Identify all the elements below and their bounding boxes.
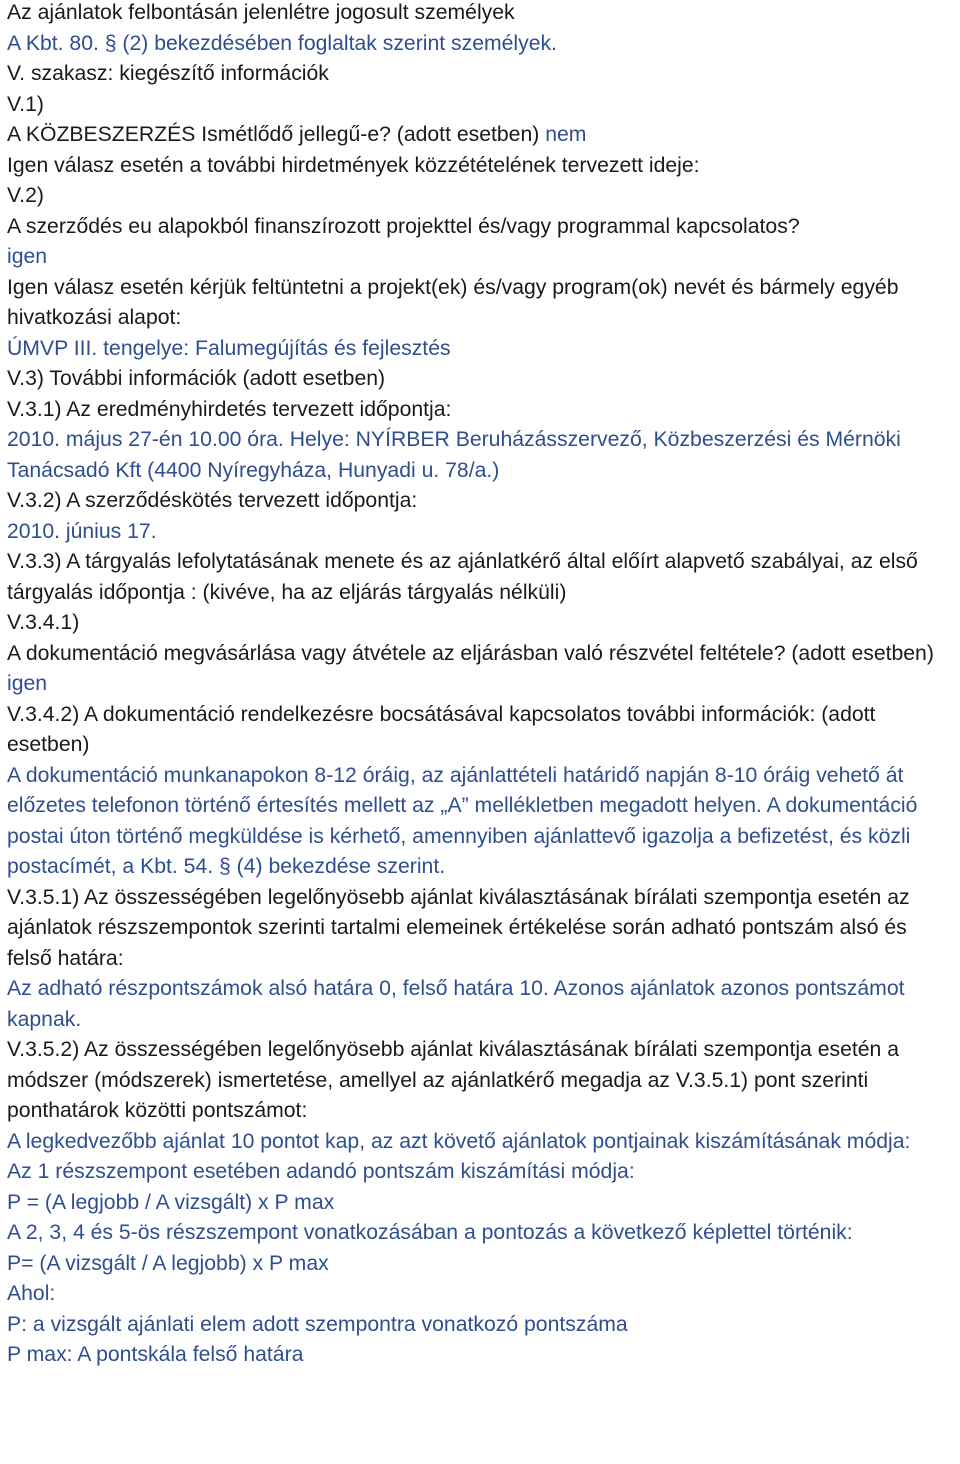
text-line	[7, 974, 955, 1035]
text-line	[7, 1340, 955, 1371]
document-body	[7, 0, 955, 1371]
field-label: Igen válasz esetén kérjük feltüntetni a projekt(ek) és/vagy program(ok) nevét és bármely egyéb hivatkozási alapot:	[7, 275, 899, 329]
field-label: V.3.5.2) Az összességében legelőnyösebb ajánlat kiválasztásának bírálati szempontja esetén a módszer (módszerek) ismertetése, amellyel az ajánlatkérő megadja az V.3.5.1) pont szerinti ponthatárok közötti pontszámot:	[7, 1038, 900, 1122]
text-line	[7, 90, 955, 121]
field-label: Az ajánlatok felbontásán jelenlétre jogosult személyek	[7, 1, 515, 24]
field-label: V.1)	[7, 92, 44, 116]
text-line	[7, 1218, 955, 1249]
field-value: P= (A vizsgált / A legjobb) x P max	[7, 1251, 329, 1275]
field-value: Az adható részpontszámok alsó határa 0, felső határa 10. Azonos ajánlatok azonos pontszámot kapnak.	[7, 977, 905, 1031]
text-line	[7, 334, 955, 365]
text-line	[7, 547, 955, 608]
field-label: A szerződés eu alapokból finanszírozott projekttel és/vagy programmal kapcsolatos?	[7, 214, 800, 238]
field-value: 2010. május 27-én 10.00 óra. Helye: NYÍRBER Beruházásszervező, Közbeszerzési és Mérnöki Tanácsadó Kft (4400 Nyíregyháza, Hunyadi u. 78/a.)	[7, 428, 901, 482]
text-line	[7, 59, 955, 90]
field-label: V.3.2) A szerződéskötés tervezett időpontja:	[7, 489, 418, 512]
field-value: A Kbt. 80. § (2) bekezdésében foglaltak szerint személyek.	[7, 31, 557, 55]
text-line	[7, 29, 955, 60]
text-line	[7, 151, 955, 182]
text-line	[7, 395, 955, 426]
field-label: V.3.1) Az eredményhirdetés tervezett időpontja:	[7, 397, 452, 421]
text-line	[7, 1249, 955, 1280]
text-line	[7, 364, 955, 395]
text-line	[7, 242, 955, 273]
field-value: 2010. június 17.	[7, 519, 157, 543]
field-value: A dokumentáció munkanapokon 8-12 óráig, az ajánlattételi határidő napján 8-10 óráig vehető át előzetes telefonon történő értesítés mellett az „A” mellékletben megadott helyen. A dokumentáció postai úton történő megküldése is kérhető, amennyiben ajánlattevő igazolja a befizetést, és közli postacímét, a Kbt. 54. § (4) bekezdése szerint.	[7, 763, 918, 878]
text-line	[7, 1127, 955, 1158]
text-line	[7, 1188, 955, 1219]
text-line	[7, 212, 955, 243]
text-line	[7, 425, 955, 486]
field-label: V.3.5.1) Az összességében legelőnyösebb ajánlat kiválasztásának bírálati szempontja esetén az ajánlatok részszempontok szerinti tartalmi elemeinek értékelése során adható pontszám alsó és felső határa:	[7, 885, 910, 970]
field-label: V.3) További információk (adott esetben)	[7, 367, 386, 390]
field-value: nem	[545, 123, 587, 146]
text-line	[7, 761, 955, 883]
field-value: igen	[7, 245, 48, 268]
field-value: Az 1 részszempont esetében adandó pontszám kiszámítási módja:	[7, 1160, 635, 1183]
field-value: igen	[7, 672, 48, 695]
text-line	[7, 1310, 955, 1341]
text-line	[7, 700, 955, 761]
text-line	[7, 1035, 955, 1127]
text-line	[7, 0, 955, 29]
field-value: P: a vizsgált ajánlati elem adott szempontra vonatkozó pontszáma	[7, 1312, 628, 1336]
field-value: P max: A pontskála felső határa	[7, 1343, 304, 1366]
field-label: V.3.4.1)	[7, 611, 80, 634]
field-value: A legkedvezőbb ajánlat 10 pontot kap, az azt követő ajánlatok pontjainak kiszámításának módja:	[7, 1129, 911, 1153]
field-label: A KÖZBESZERZÉS Ismétlődő jellegű-e? (adott esetben)	[7, 123, 546, 146]
text-line	[7, 1157, 955, 1188]
field-label: V.3.3) A tárgyalás lefolytatásának menete és az ajánlatkérő által előírt alapvető szabályai, az első tárgyalás időpontja : (kivéve, ha az eljárás tárgyalás nélküli)	[7, 550, 918, 604]
text-line	[7, 517, 955, 548]
text-line	[7, 608, 955, 639]
field-label: Igen válasz esetén a további hirdetmények közzétételének tervezett ideje:	[7, 153, 700, 177]
field-value: A 2, 3, 4 és 5-ös részszempont vonatkozásában a pontozás a következő képlettel történik:	[7, 1221, 853, 1244]
text-line	[7, 181, 955, 212]
field-value: Ahol:	[7, 1282, 56, 1305]
text-line	[7, 1279, 955, 1310]
field-value: ÚMVP III. tengelye: Falumegújítás és fejlesztés	[7, 336, 451, 360]
field-value: P = (A legjobb / A vizsgált) x P max	[7, 1190, 335, 1214]
field-label: V.2)	[7, 184, 44, 207]
text-line	[7, 273, 955, 334]
field-label: A dokumentáció megvásárlása vagy átvétele az eljárásban való részvétel feltétele? (adott esetben)	[7, 641, 934, 665]
text-line	[7, 639, 955, 700]
text-line	[7, 120, 955, 151]
text-line	[7, 486, 955, 517]
field-label: V.3.4.2) A dokumentáció rendelkezésre bocsátásával kapcsolatos további információk: (adott esetben)	[7, 702, 876, 756]
field-label: V. szakasz: kiegészítő információk	[7, 62, 329, 85]
text-line	[7, 883, 955, 975]
